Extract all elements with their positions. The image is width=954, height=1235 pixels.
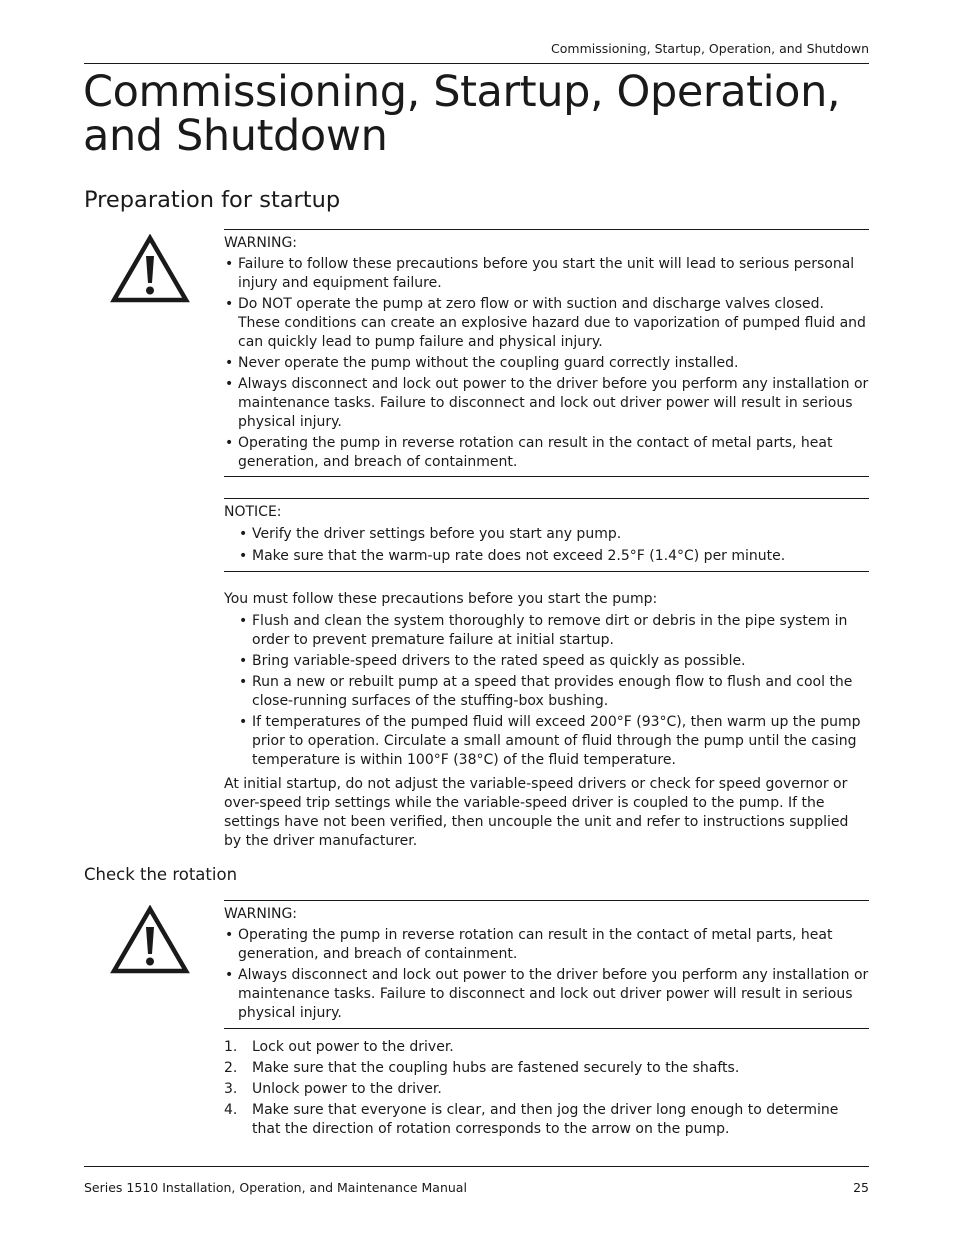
footer-manual-title: Series 1510 Installation, Operation, and Maintenance Manual bbox=[84, 1180, 467, 1195]
step-number: 3. bbox=[224, 1081, 238, 1097]
step-text: Lock out power to the driver. bbox=[252, 1039, 454, 1055]
warning-list bbox=[224, 255, 869, 472]
step-item bbox=[224, 1101, 869, 1139]
step-text: Unlock power to the driver. bbox=[252, 1081, 442, 1097]
section-title: Preparation for startup bbox=[84, 187, 341, 213]
warning-triangle-icon bbox=[110, 234, 190, 304]
list-item: • Always disconnect and lock out power to the driver before you perform any installation or maintenance tasks. Failure to disconnect and lock out driver power will result in serious physical injury. bbox=[224, 375, 869, 432]
notice-box bbox=[224, 498, 869, 572]
rotation-steps bbox=[224, 1038, 869, 1141]
footer-rule bbox=[84, 1166, 869, 1167]
list-item: • Do NOT operate the pump at zero flow or with suction and discharge valves closed. These conditions can create an explosive hazard due to vaporization of pumped fluid and can quickly lead to pump failure and physical injury. bbox=[224, 295, 869, 352]
list-item: • Operating the pump in reverse rotation can result in the contact of metal parts, heat generation, and breach of containment. bbox=[224, 926, 869, 964]
list-item: • Operating the pump in reverse rotation can result in the contact of metal parts, heat generation, and breach of containment. bbox=[224, 434, 869, 472]
list-item: • Run a new or rebuilt pump at a speed that provides enough flow to flush and cool the close-running surfaces of the stuffing-box bushing. bbox=[238, 673, 869, 711]
precautions-intro: You must follow these precautions before you start the pump: bbox=[224, 591, 658, 607]
warning-list bbox=[224, 926, 869, 1023]
warning-heading: WARNING: bbox=[224, 235, 298, 251]
list-item: • Failure to follow these precautions before you start the unit will lead to serious personal injury and equipment failure. bbox=[224, 255, 869, 293]
list-item: • Verify the driver settings before you start any pump. bbox=[238, 525, 869, 544]
step-number: 4. bbox=[224, 1102, 238, 1118]
list-item: • Always disconnect and lock out power to the driver before you perform any installation or maintenance tasks. Failure to disconnect and lock out driver power will result in serious physical injury. bbox=[224, 966, 869, 1023]
chapter-title: Commissioning, Startup, Operation, and Shutdown bbox=[83, 67, 841, 161]
step-item bbox=[224, 1059, 869, 1078]
running-head: Commissioning, Startup, Operation, and Shutdown bbox=[551, 41, 869, 56]
list-item: • Flush and clean the system thoroughly to remove dirt or debris in the pipe system in order to prevent premature failure at initial startup. bbox=[238, 612, 869, 650]
list-item: • Never operate the pump without the coupling guard correctly installed. bbox=[224, 354, 869, 373]
warning-triangle-icon bbox=[110, 905, 190, 975]
step-item bbox=[224, 1038, 869, 1057]
step-number: 1. bbox=[224, 1039, 238, 1055]
page-number: 25 bbox=[853, 1180, 869, 1195]
step-item bbox=[224, 1080, 869, 1099]
warning-box-startup bbox=[224, 229, 869, 477]
warning-box-rotation bbox=[224, 900, 869, 1029]
list-item: • Bring variable-speed drivers to the rated speed as quickly as possible. bbox=[238, 652, 869, 671]
notice-heading: NOTICE: bbox=[224, 504, 282, 520]
notice-list bbox=[224, 525, 869, 566]
header-rule bbox=[84, 63, 869, 64]
initial-startup-paragraph: At initial startup, do not adjust the variable-speed drivers or check for speed governor or over-speed trip settings while the variable-speed driver is coupled to the pump. If the settings have not been verified, then uncouple the unit and refer to instructions supplied by the driver manufacturer. bbox=[224, 776, 849, 849]
warning-heading: WARNING: bbox=[224, 906, 298, 922]
precautions-list bbox=[238, 612, 869, 772]
list-item: • If temperatures of the pumped fluid will exceed 200°F (93°C), then warm up the pump prior to operation. Circulate a small amount of fluid through the pump until the casing temperature is within 100°F (38°C) of the fluid temperature. bbox=[238, 713, 869, 770]
step-text: Make sure that the coupling hubs are fastened securely to the shafts. bbox=[252, 1060, 740, 1076]
subsection-title: Check the rotation bbox=[84, 865, 238, 884]
list-item: • Make sure that the warm-up rate does not exceed 2.5°F (1.4°C) per minute. bbox=[238, 547, 869, 566]
step-number: 2. bbox=[224, 1060, 238, 1076]
step-text: Make sure that everyone is clear, and then jog the driver long enough to determine that the direction of rotation corresponds to the arrow on the pump. bbox=[252, 1102, 839, 1137]
